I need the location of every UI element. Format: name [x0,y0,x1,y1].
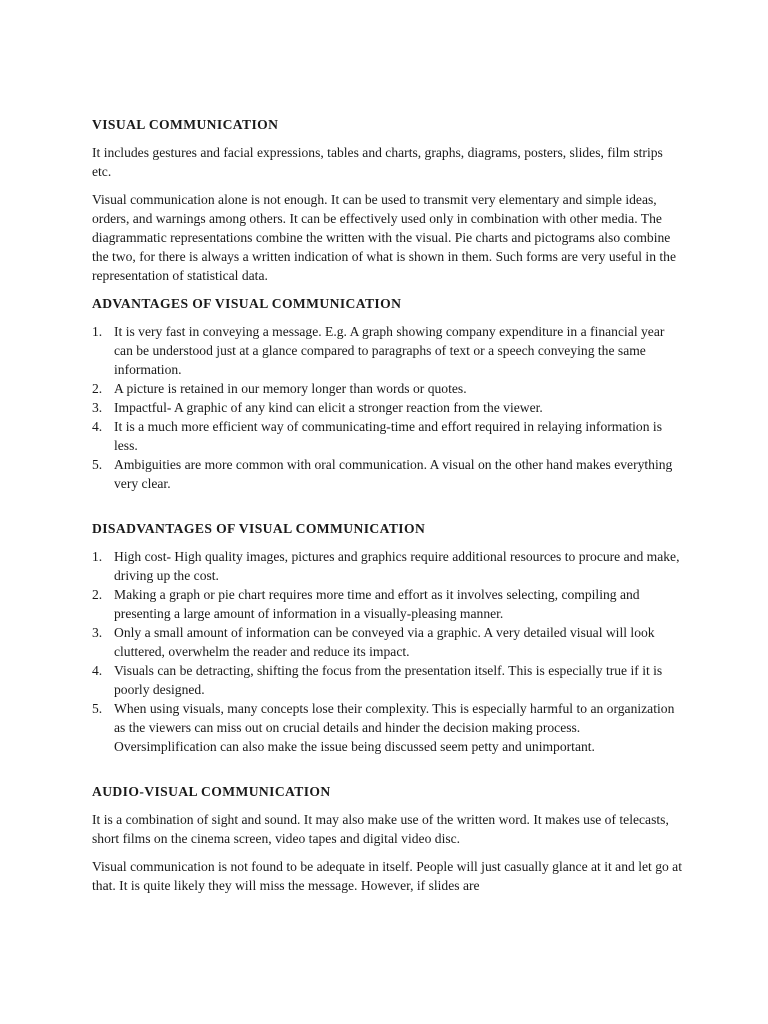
list-number: 4. [92,419,103,434]
list-number: 4. [92,663,103,678]
list-item-text: Visuals can be detracting, shifting the focus from the presentation itself. This is especially true if it is poorly designed. [114,663,663,697]
list-item-text: A picture is retained in our memory longer than words or quotes. [114,381,467,396]
list-number: 5. [92,457,103,472]
list-item [92,623,682,661]
document-page [92,115,682,904]
list-item-text: Only a small amount of information can be conveyed via a graphic. A very detailed visual will look cluttered, overwhelm the reader and reduce its impact. [114,625,655,659]
spacer [92,493,682,519]
list-number: 3. [92,625,103,640]
list-number: 2. [92,381,103,396]
list-number: 1. [92,549,103,564]
section-heading-advantages: ADVANTAGES OF VISUAL COMMUNICATION [92,296,402,311]
list-item-text: Ambiguities are more common with oral communication. A visual on the other hand makes everything very clear. [114,457,673,491]
list-number: 5. [92,701,103,716]
paragraph: It is a combination of sight and sound. It may also make use of the written word. It makes use of telecasts, short films on the cinema screen, video tapes and digital video disc. [92,812,669,846]
section-heading-disadvantages: DISADVANTAGES OF VISUAL COMMUNICATION [92,521,426,536]
list-item [92,322,682,379]
section-heading-visual-communication: VISUAL COMMUNICATION [92,117,279,132]
list-item [92,417,682,455]
list-item [92,379,682,398]
list-item [92,661,682,699]
list-item-text: It is very fast in conveying a message. E.g. A graph showing company expenditure in a financial year can be understood just at a glance compared to paragraphs of text or a speech conveying the same information. [114,324,665,377]
advantages-list [92,322,682,493]
disadvantages-list [92,547,682,756]
list-item [92,455,682,493]
list-item-text: When using visuals, many concepts lose their complexity. This is especially harmful to an organization as the viewers can miss out on crucial details and hinder the decision making process. Oversimplification can also make the issue being discussed seem petty and unimportant. [114,701,675,754]
paragraph: Visual communication alone is not enough. It can be used to transmit very elementary and simple ideas, orders, and warnings among others. It can be effectively used only in combination with other media. The diagrammatic representations combine the written with the visual. Pie charts and pictograms also combine the two, for there is always a written indication of what is shown in them. Such forms are very useful in the representation of statistical data. [92,192,677,283]
section-heading-audio-visual: AUDIO-VISUAL COMMUNICATION [92,784,331,799]
list-item-text: Impactful- A graphic of any kind can elicit a stronger reaction from the viewer. [114,400,543,415]
list-item-text: It is a much more efficient way of communicating-time and effort required in relaying information is less. [114,419,662,453]
list-number: 3. [92,400,103,415]
list-number: 2. [92,587,103,602]
list-item [92,398,682,417]
list-item [92,547,682,585]
list-item [92,585,682,623]
list-item-text: High cost- High quality images, pictures and graphics require additional resources to procure and make, driving up the cost. [114,549,680,583]
list-item-text: Making a graph or pie chart requires more time and effort as it involves selecting, compiling and presenting a large amount of information in a visually-pleasing manner. [114,587,640,621]
list-number: 1. [92,324,103,339]
spacer [92,756,682,782]
paragraph: Visual communication is not found to be adequate in itself. People will just casually glance at it and let go at that. It is quite likely they will miss the message. However, if slides are [92,859,682,893]
paragraph: It includes gestures and facial expressions, tables and charts, graphs, diagrams, posters, slides, film strips etc. [92,145,663,179]
list-item [92,699,682,756]
